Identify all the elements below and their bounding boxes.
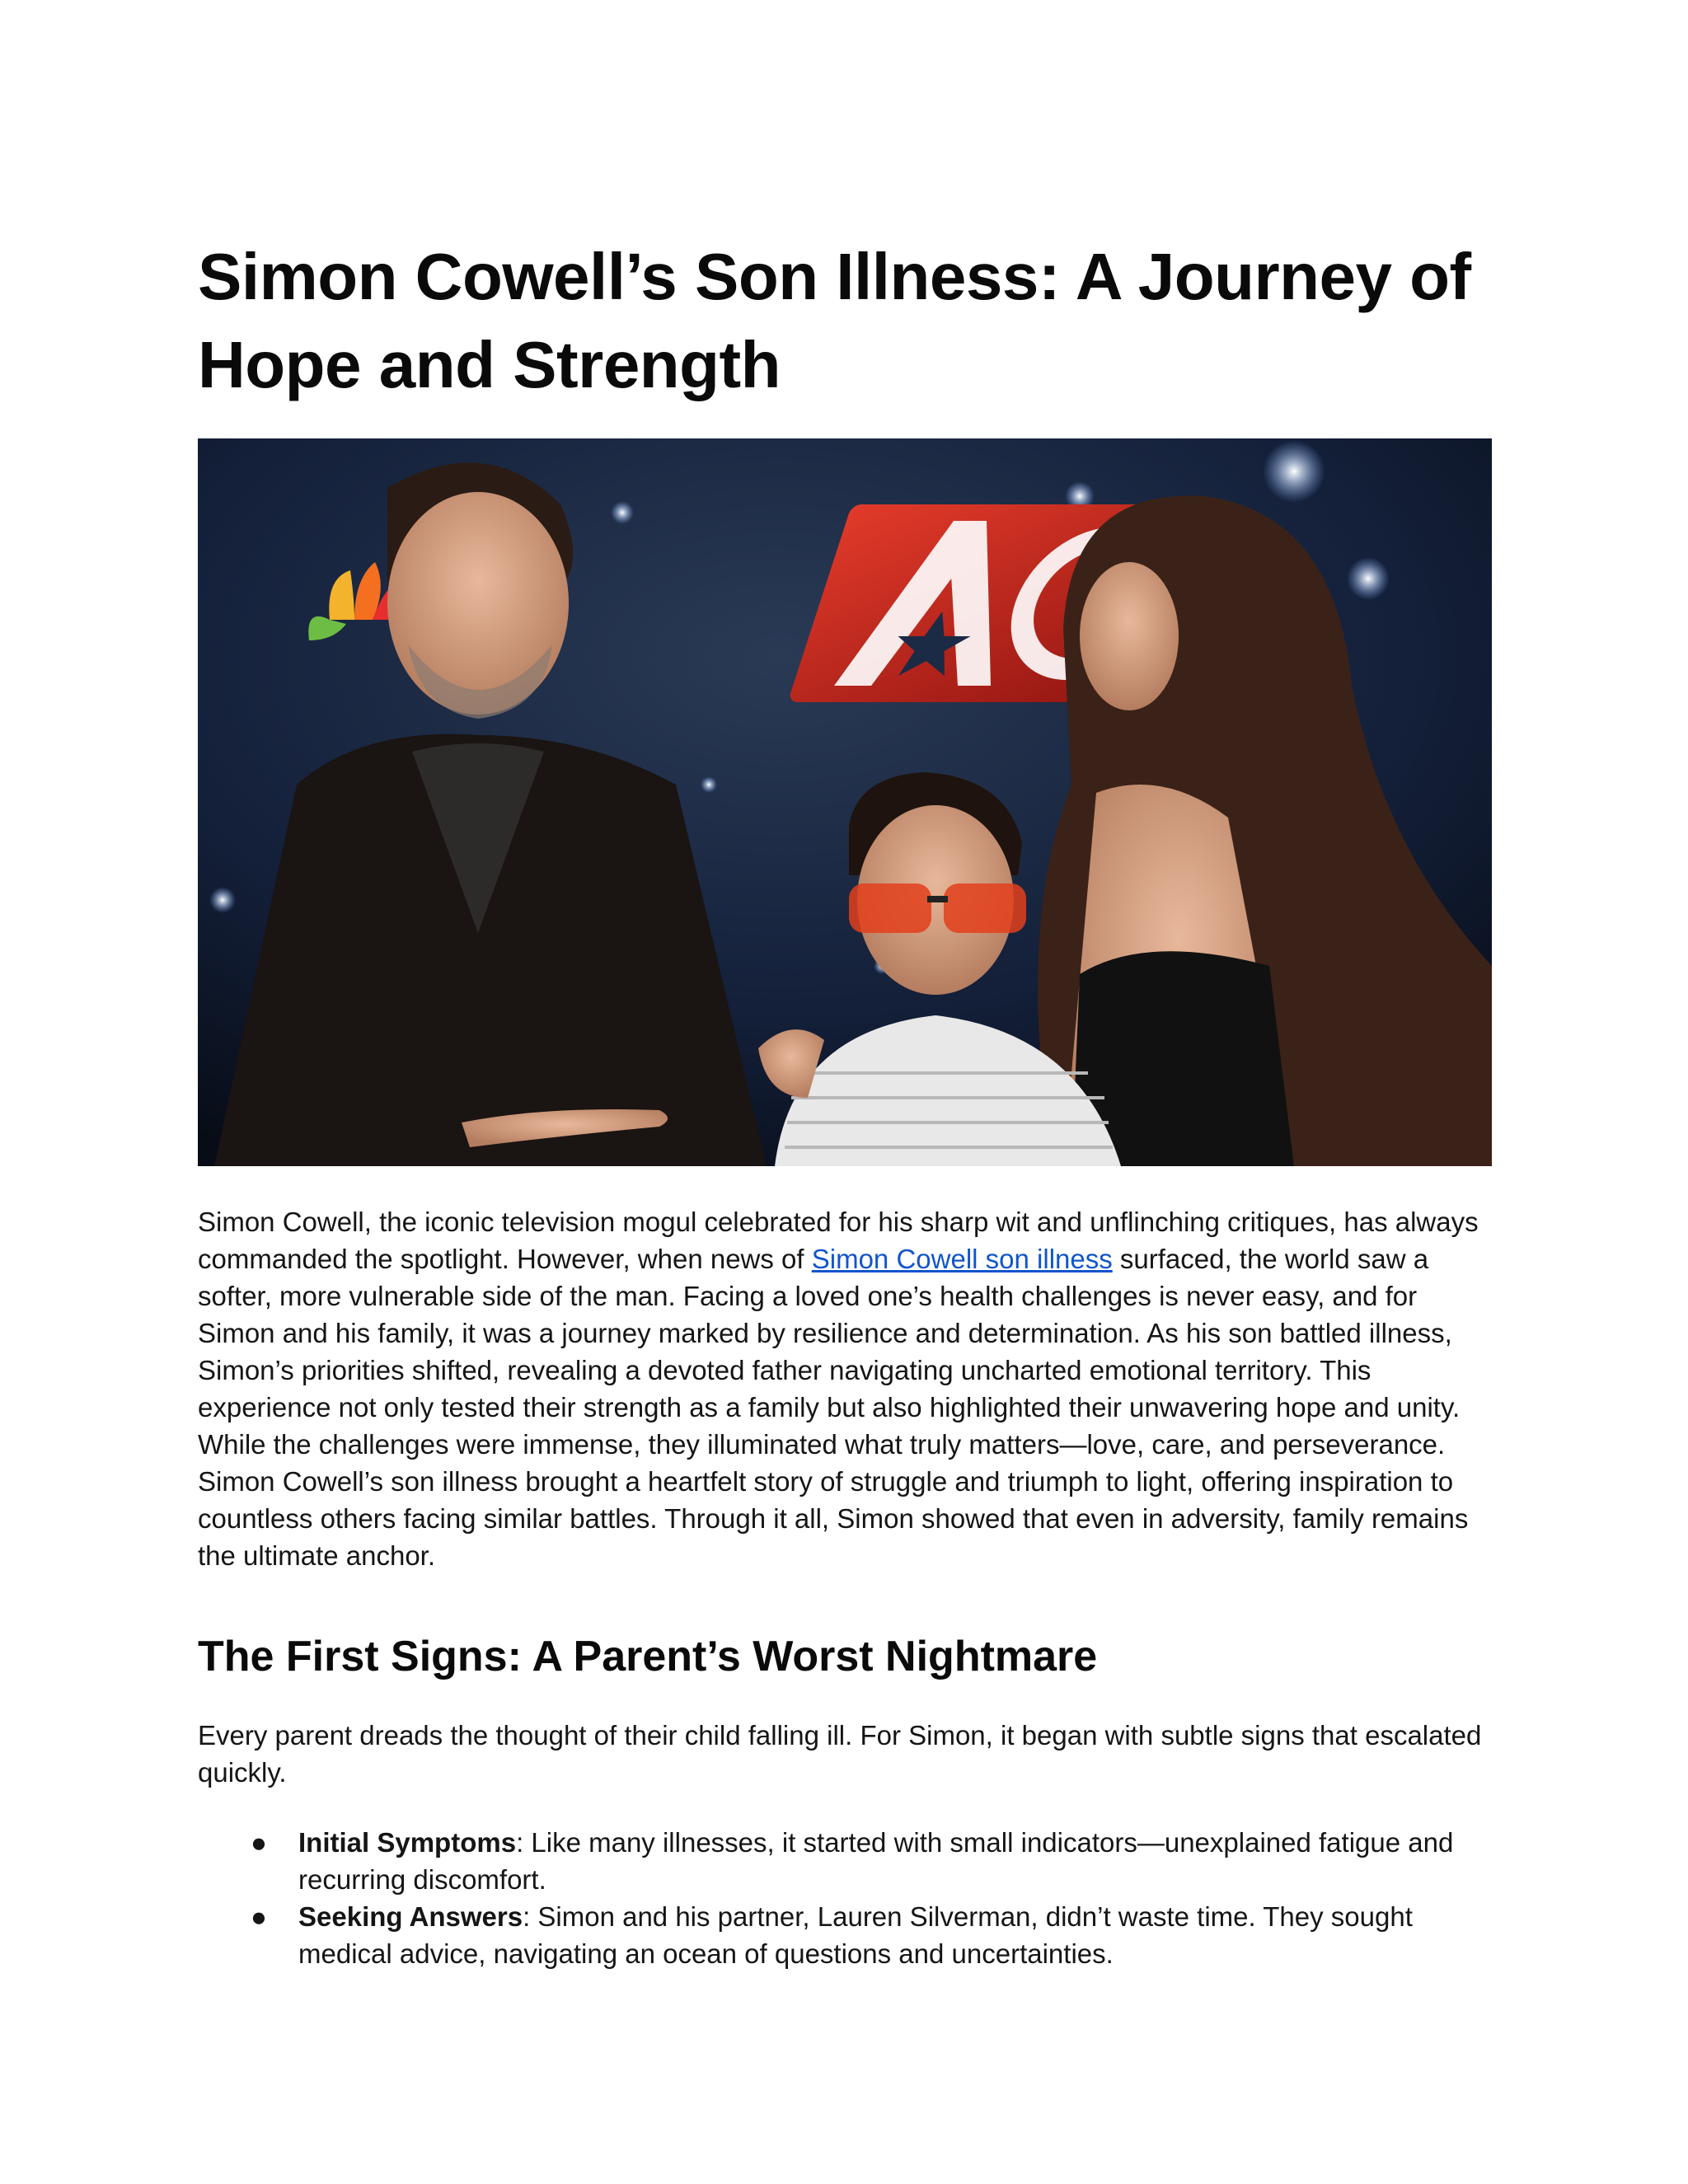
symptoms-list: [198, 1824, 1492, 1972]
section-heading: The First Signs: A Parent’s Worst Nightmare: [198, 1633, 1098, 1680]
page-title: Simon Cowell’s Son Illness: A Journey of Hope and Strength: [198, 240, 1471, 401]
bullet-icon: ●: [251, 1901, 267, 1932]
hero-photo-illustration: [198, 438, 1492, 1166]
simon-cowell-son-illness-link[interactable]: Simon Cowell son illness: [811, 1244, 1113, 1274]
list-item: [198, 1824, 1492, 1898]
intro-text-part1: Simon Cowell, the iconic television mogul celebrated for his sharp wit and unflinching critiques, has always commanded the spotlight. However, when news of: [198, 1207, 1479, 1274]
list-item: [198, 1898, 1492, 1972]
section-paragraph: Every parent dreads the thought of their child falling ill. For Simon, it began with subtle signs that escalated quickly.: [198, 1720, 1482, 1788]
list-item-text: : Simon and his partner, Lauren Silverman, didn’t waste time. They sought medical advice, navigating an ocean of questions and uncertainties.: [298, 1901, 1413, 1969]
list-item-label: Initial Symptoms: [298, 1827, 517, 1858]
list-item-label: Seeking Answers: [298, 1901, 523, 1932]
intro-text-part2: surfaced, the world saw a softer, more vulnerable side of the man. Facing a loved one’s health challenges is never easy, and for Simon and his family, it was a journey marked by resilience and determination. As his son battled illness, Simon’s priorities shifted, revealing a devoted father navigating uncharted emotional territory. This experience not only tested their strength as a family but also highlighted their unwavering hope and unity. While the challenges were immense, they illuminated what truly matters—love, care, and perseverance. Simon Cowell’s son illness brought a heartfelt story of struggle and triumph to light, offering inspiration to countless others facing similar battles. Through it all, Simon showed that even in adversity, family remains the ultimate anchor.: [198, 1244, 1469, 1571]
intro-paragraph: [198, 1203, 1492, 1574]
bullet-icon: ●: [251, 1827, 267, 1858]
list-item-text: : Like many illnesses, it started with small indicators—unexplained fatigue and recurring discomfort.: [298, 1827, 1454, 1895]
hero-photo: [198, 438, 1492, 1166]
